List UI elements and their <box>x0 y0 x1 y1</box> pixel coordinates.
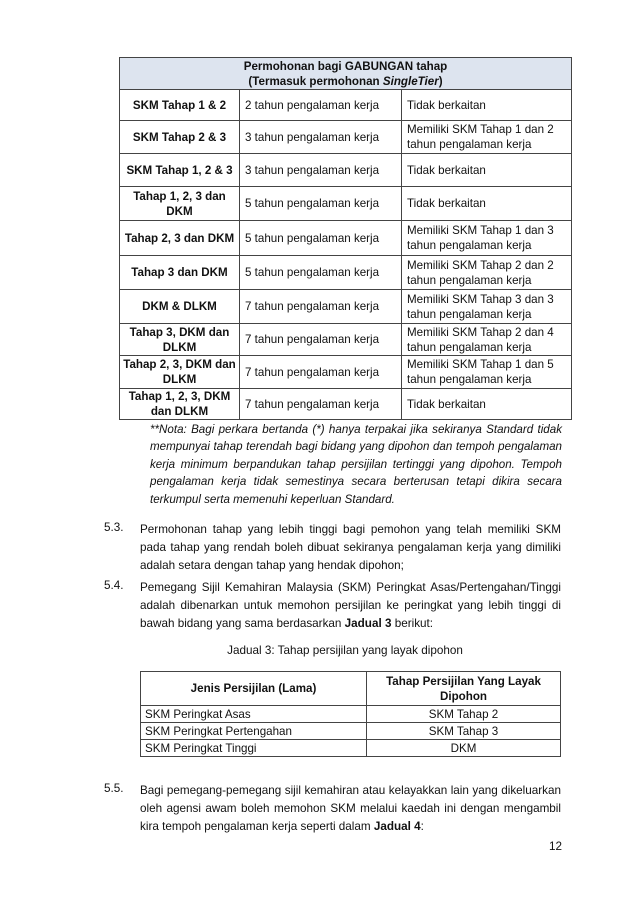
new-level-cell: SKM Tahap 3 <box>367 723 561 740</box>
level-cell: Tahap 1, 2, 3 dan DKM <box>120 187 240 221</box>
table-header-row <box>120 58 572 90</box>
requirement-cell: Tidak berkaitan <box>402 389 572 420</box>
experience-cell: 7 tahun pengalaman kerja <box>240 356 402 389</box>
requirement-cell: Memiliki SKM Tahap 1 dan 5 tahun pengalaman kerja <box>402 356 572 389</box>
table-3-caption: Jadual 3: Tahap persijilan yang layak dipohon <box>227 644 463 657</box>
table-row <box>120 256 572 290</box>
old-cert-cell: SKM Peringkat Pertengahan <box>141 723 367 740</box>
combined-level-table <box>119 57 572 420</box>
requirement-cell: Tidak berkaitan <box>402 90 572 121</box>
requirement-cell: Memiliki SKM Tahap 2 dan 4 tahun pengalaman kerja <box>402 324 572 356</box>
table-row <box>141 740 561 757</box>
column-header-new: Tahap Persijilan Yang Layak Dipohon <box>367 672 561 706</box>
old-cert-cell: SKM Peringkat Tinggi <box>141 740 367 757</box>
experience-cell: 5 tahun pengalaman kerja <box>240 256 402 290</box>
experience-cell: 7 tahun pengalaman kerja <box>240 324 402 356</box>
header-line-1: Permohonan bagi GABUNGAN tahap <box>243 59 448 73</box>
requirement-cell: Memiliki SKM Tahap 1 dan 2 tahun pengalaman kerja <box>402 121 572 154</box>
table-3 <box>140 671 561 757</box>
header-line-2: (Termasuk permohonan SingleTier) <box>248 74 443 88</box>
column-header-old: Jenis Persijilan (Lama) <box>141 672 367 706</box>
new-level-cell: SKM Tahap 2 <box>367 706 561 723</box>
experience-cell: 7 tahun pengalaman kerja <box>240 389 402 420</box>
level-cell: DKM & DLKM <box>120 290 240 324</box>
section-number-5-4: 5.4. <box>104 579 124 592</box>
level-cell: Tahap 3 dan DKM <box>120 256 240 290</box>
experience-cell: 3 tahun pengalaman kerja <box>240 154 402 187</box>
section-5-5-text: Bagi pemegang-pemegang sijil kemahiran atau kelayakkan lain yang dikeluarkan oleh agensi awam boleh memohon SKM melalui kaedah ini dengan mengambil kira tempoh pengalaman kerja seperti dalam Jadual 4: <box>140 784 561 833</box>
experience-cell: 3 tahun pengalaman kerja <box>240 121 402 154</box>
section-number-5-5: 5.5. <box>104 782 124 795</box>
table-row <box>120 121 572 154</box>
level-cell: Tahap 1, 2, 3, DKM dan DLKM <box>120 389 240 420</box>
table-row <box>120 290 572 324</box>
section-number-5-3: 5.3. <box>104 521 124 534</box>
table-row <box>141 723 561 740</box>
table-row <box>120 356 572 389</box>
level-cell: SKM Tahap 2 & 3 <box>120 121 240 154</box>
requirement-cell: Tidak berkaitan <box>402 154 572 187</box>
table-row <box>120 154 572 187</box>
experience-cell: 5 tahun pengalaman kerja <box>240 187 402 221</box>
table-row <box>141 706 561 723</box>
experience-cell: 7 tahun pengalaman kerja <box>240 290 402 324</box>
table-note: **Nota: Bagi perkara bertanda (*) hanya terpakai jika sekiranya Standard tidak mempunyai tahap terendah bagi bidang yang dipohon dan tempoh pengalaman kerja minimum berpandukan tahap persijilan tertinggi yang dipohon. Tempoh pengalaman kerja tidak semestinya secara berterusan tetapi dikira secara terkumpul serta memenuhi keperluan Standard. <box>150 423 562 506</box>
old-cert-cell: SKM Peringkat Asas <box>141 706 367 723</box>
requirement-cell: Tidak berkaitan <box>402 187 572 221</box>
page-number: 12 <box>548 840 562 853</box>
level-cell: Tahap 2, 3 dan DKM <box>120 221 240 256</box>
table-row <box>120 324 572 356</box>
table-row <box>120 187 572 221</box>
level-cell: Tahap 3, DKM dan DLKM <box>120 324 240 356</box>
experience-cell: 2 tahun pengalaman kerja <box>240 90 402 121</box>
table-row <box>120 389 572 420</box>
new-level-cell: DKM <box>367 740 561 757</box>
table-header-row <box>141 672 561 706</box>
table-row <box>120 90 572 121</box>
level-cell: SKM Tahap 1 & 2 <box>120 90 240 121</box>
level-cell: Tahap 2, 3, DKM dan DLKM <box>120 356 240 389</box>
requirement-cell: Memiliki SKM Tahap 2 dan 2 tahun pengalaman kerja <box>402 256 572 290</box>
level-cell: SKM Tahap 1, 2 & 3 <box>120 154 240 187</box>
requirement-cell: Memiliki SKM Tahap 1 dan 3 tahun pengalaman kerja <box>402 221 572 256</box>
table-row <box>120 221 572 256</box>
section-5-3-text: Permohonan tahap yang lebih tinggi bagi pemohon yang telah memiliki SKM pada tahap yang rendah boleh dibuat sekiranya pengalaman kerja yang dimiliki adalah setara dengan tahap yang hendak dipohon; <box>140 523 561 572</box>
requirement-cell: Memiliki SKM Tahap 3 dan 3 tahun pengalaman kerja <box>402 290 572 324</box>
section-5-4-text: Pemegang Sijil Kemahiran Malaysia (SKM) Peringkat Asas/Pertengahan/Tinggi adalah dibenarkan untuk memohon persijilan ke peringkat yang lebih tinggi di bawah bidang yang sama berdasarkan Jadual 3 berikut: <box>140 581 561 630</box>
experience-cell: 5 tahun pengalaman kerja <box>240 221 402 256</box>
table-header <box>120 58 572 90</box>
